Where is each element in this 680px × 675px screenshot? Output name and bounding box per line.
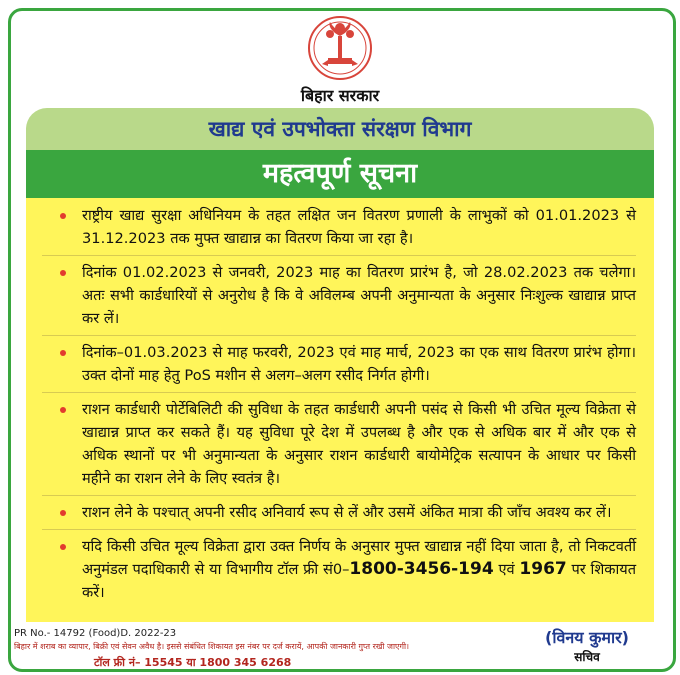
- footer: [14, 628, 494, 670]
- bullet-icon: [60, 544, 66, 550]
- signature-block: [512, 626, 662, 665]
- liquor-ban-note: बिहार में शराब का व्यापार, बिक्री एवं सेवन अवैध है। इससे संबंधित शिकायत इस नंबर पर दर्ज करायें, आपकी जानकारी गुप्त रखी जाएगी।: [14, 642, 410, 651]
- notice-content: [26, 198, 654, 622]
- item-text: राष्ट्रीय खाद्य सुरक्षा अधिनियम के तहत लक्षित जन वितरण प्रणाली के लाभुकों को 01.01.2023 से 31.12.2023 तक मुफ्त खाद्यान्न का वितरण किया जा रहा है।: [82, 207, 636, 247]
- notice-list: [42, 204, 636, 609]
- bullet-icon: [60, 270, 66, 276]
- item-text: दिनांक 01.02.2023 से जनवरी, 2023 माह का वितरण प्रारंभ है, जो 28.02.2023 तक चलेगा। अतः सभी कार्डधारियों से अनुरोध है कि वे अविलम्ब अपनी अनुमान्यता के अनुसार निःशुल्क खाद्यान्न प्राप्त कर लें।: [82, 264, 636, 327]
- bullet-icon: [60, 213, 66, 219]
- list-item: [42, 535, 636, 609]
- list-item: [42, 398, 636, 496]
- list-item: [42, 204, 636, 256]
- bullet-icon: [60, 407, 66, 413]
- item-text: पर शिकायत करें।: [82, 561, 637, 601]
- signatory-name: (विनय कुमार): [545, 628, 629, 647]
- list-item: [42, 261, 636, 336]
- item-text: राशन लेने के पश्चात् अपनी रसीद अनिवार्य रूप से लें और उसमें अंकित मात्रा की जाँच अवश्य कर लें।: [82, 504, 612, 521]
- helpline-number: 1967: [519, 559, 567, 579]
- list-item: [42, 341, 636, 393]
- toll-free-line: टॉल फ्री नं– 15545 या 1800 345 6268: [94, 656, 292, 669]
- item-text: एवं: [498, 561, 515, 578]
- bihar-emblem-icon: [306, 14, 374, 82]
- list-item: [42, 501, 636, 530]
- government-name: बिहार सरकार: [300, 86, 380, 105]
- notice-title: महत्वपूर्ण सूचना: [26, 150, 654, 198]
- item-text: यदि किसी उचित मूल्य विक्रेता द्वारा उक्त निर्णय के अनुसार मुफ्त खाद्यान्न नहीं दिया जाता है, तो निकटवर्ती अनुमंडल पदाधिकारी से या विभागीय टॉल फ्री सं0–: [82, 538, 636, 578]
- toll-free-number: 1800-3456-194: [349, 559, 494, 579]
- item-text: दिनांक–01.03.2023 से माह फरवरी, 2023 एवं माह मार्च, 2023 का एक साथ वितरण प्रारंभ होगा। उक्त दोनों माह हेतु PoS मशीन से अलग–अलग रसीद निर्गत होगी।: [82, 344, 636, 384]
- item-text: राशन कार्डधारी पोर्टेबिलिटी की सुविधा के तहत कार्डधारी अपनी पसंद से किसी भी उचित मूल्य विक्रेता से खाद्यान्न प्राप्त कर सकते हैं। यह सुविधा पूरे देश में उपलब्ध है और एक से अधिक बार में और एक से अधिक स्थानों पर भी अनुमान्यता के अनुसार राशन कार्डधारी बायोमेट्रिक सत्यापन के आधार पर किसी महीने का राशन लेने के लिए स्वतंत्र है।: [82, 401, 636, 487]
- signatory-title: सचिव: [574, 650, 600, 664]
- bullet-icon: [60, 350, 66, 356]
- department-banner: खाद्य एवं उपभोक्ता संरक्षण विभाग: [26, 108, 654, 150]
- pr-number: PR No.- 14792 (Food)D. 2022-23: [14, 628, 177, 639]
- bullet-icon: [60, 510, 66, 516]
